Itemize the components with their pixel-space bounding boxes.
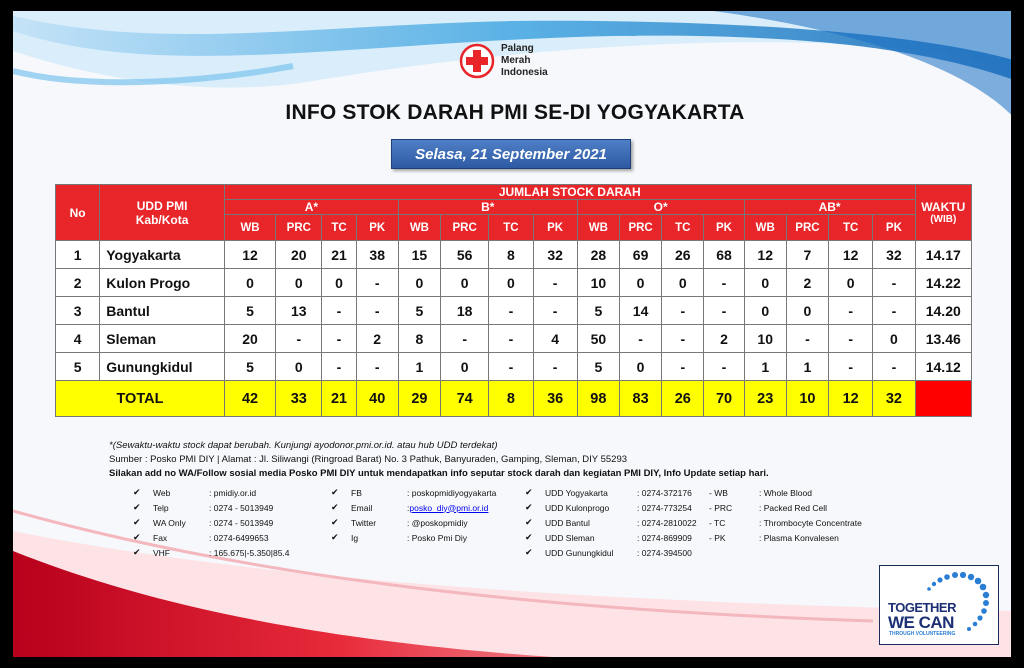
row-no: 4 [56, 325, 100, 353]
row-value: 4 [533, 325, 577, 353]
row-value: - [356, 297, 398, 325]
check-icon: ✔ [133, 517, 141, 527]
row-value: - [322, 325, 356, 353]
check-icon: ✔ [331, 487, 339, 497]
contact-line [709, 530, 862, 545]
contact-line [331, 485, 496, 500]
header-jumlah: JUMLAH STOCK DARAH [224, 185, 915, 200]
row-value: 69 [619, 241, 661, 269]
header-waktu [915, 185, 971, 241]
contact-label: VHF [153, 547, 170, 558]
row-value: - [489, 353, 533, 381]
contact-line [525, 530, 697, 545]
row-value: 7 [786, 241, 828, 269]
header-waktu-line-2: (WIB) [930, 214, 957, 225]
row-value: 12 [744, 241, 786, 269]
header-subcol-14: TC [829, 215, 873, 241]
row-value: 12 [224, 241, 275, 269]
contact-line [709, 500, 862, 515]
contact-line [331, 530, 496, 545]
contact-label: UDD Bantul [545, 517, 590, 528]
header-udd-line-2: Kab/Kota [135, 212, 189, 227]
date-badge: Selasa, 21 September 2021 [391, 139, 631, 169]
row-value: 0 [398, 269, 440, 297]
row-value: - [829, 297, 873, 325]
row-value: 0 [619, 353, 661, 381]
check-icon: ✔ [133, 487, 141, 497]
row-value: 0 [786, 297, 828, 325]
row-value: 38 [356, 241, 398, 269]
row-value: - [704, 269, 744, 297]
row-value: 15 [398, 241, 440, 269]
row-name: Gunungkidul [100, 353, 225, 381]
contact-label: FB [351, 487, 362, 498]
row-value: - [704, 297, 744, 325]
row-value: 0 [744, 297, 786, 325]
contact-line [331, 515, 496, 530]
row-value: 32 [873, 241, 915, 269]
header-subcol-9: PRC [619, 215, 661, 241]
table-row [56, 297, 972, 325]
row-value: 10 [744, 325, 786, 353]
header-group-0: A* [224, 200, 398, 215]
row-value: 68 [704, 241, 744, 269]
contact-value: : 165.675|-5.350|85.4 [209, 547, 290, 558]
row-value: 32 [533, 241, 577, 269]
header-subcol-0: WB [224, 215, 275, 241]
row-value: - [786, 325, 828, 353]
row-no: 1 [56, 241, 100, 269]
row-value: 0 [276, 269, 322, 297]
contact-label: - TC [709, 517, 726, 528]
row-value: 20 [224, 325, 275, 353]
header-subcol-7: PK [533, 215, 577, 241]
source-note: Sumber : Posko PMI DIY | Alamat : Jl. Siliwangi (Ringroad Barat) No. 3 Pathuk, Banyuraden, Gamping, Sleman, DIY 55293 [109, 454, 628, 465]
contact-value: : 0274-394500 [637, 547, 692, 558]
total-value: 10 [786, 381, 828, 417]
check-icon: ✔ [133, 547, 141, 557]
row-value: 0 [829, 269, 873, 297]
total-value: 23 [744, 381, 786, 417]
header-subcol-11: PK [704, 215, 744, 241]
badge-line-2: WE CAN [888, 613, 954, 632]
check-icon: ✔ [133, 532, 141, 542]
row-value: 0 [744, 269, 786, 297]
header-subcol-6: TC [489, 215, 533, 241]
contacts-column-4 [709, 485, 862, 545]
row-value: 0 [276, 353, 322, 381]
row-value: - [533, 269, 577, 297]
row-value: - [322, 297, 356, 325]
row-value: 2 [786, 269, 828, 297]
row-value: - [489, 325, 533, 353]
contact-label: Twitter [351, 517, 377, 528]
row-value: 5 [224, 353, 275, 381]
row-value: 0 [224, 269, 275, 297]
row-value: - [829, 325, 873, 353]
row-no: 3 [56, 297, 100, 325]
row-value: 0 [619, 269, 661, 297]
row-value: - [356, 269, 398, 297]
total-value: 70 [704, 381, 744, 417]
contact-value: : 0274-2810022 [637, 517, 697, 528]
table-row [56, 241, 972, 269]
table-row [56, 325, 972, 353]
row-value: 0 [489, 269, 533, 297]
contact-label: WA Only [153, 517, 186, 528]
contact-value: : Thrombocyte Concentrate [759, 517, 862, 528]
row-value: - [704, 353, 744, 381]
contact-value: : Plasma Konvalesen [759, 532, 839, 543]
row-value: 0 [441, 269, 489, 297]
row-value: 12 [829, 241, 873, 269]
row-time: 14.22 [915, 269, 971, 297]
table-row [56, 269, 972, 297]
header-subcol-13: PRC [786, 215, 828, 241]
contact-label: - PK [709, 532, 726, 543]
check-icon: ✔ [133, 502, 141, 512]
contact-label: - WB [709, 487, 728, 498]
row-value: - [873, 297, 915, 325]
contact-value: : 0274 - 5013949 [209, 502, 274, 513]
row-value: - [662, 297, 704, 325]
check-icon: ✔ [525, 517, 533, 527]
contact-value: : 0274-6499653 [209, 532, 269, 543]
contact-value: : pmidiy.or.id [209, 487, 257, 498]
check-icon: ✔ [525, 547, 533, 557]
row-value: - [619, 325, 661, 353]
row-value: 21 [322, 241, 356, 269]
total-value: 83 [619, 381, 661, 417]
logo-line-3: Indonesia [501, 67, 548, 78]
contact-value: : 0274-869909 [637, 532, 692, 543]
row-value: 1 [398, 353, 440, 381]
contact-value: : poskopmidiyogyakarta [407, 487, 497, 498]
contact-label: Telp [153, 502, 169, 513]
contact-line [709, 515, 862, 530]
row-value: 18 [441, 297, 489, 325]
row-name: Sleman [100, 325, 225, 353]
contact-label: UDD Sleman [545, 532, 595, 543]
row-value: 28 [577, 241, 619, 269]
row-value: - [533, 297, 577, 325]
row-value: 10 [577, 269, 619, 297]
total-value: 8 [489, 381, 533, 417]
row-value: 1 [744, 353, 786, 381]
contact-label: Ig [351, 532, 359, 543]
email-link[interactable]: posko_diy@pmi.or.id [409, 502, 489, 513]
row-time: 14.17 [915, 241, 971, 269]
contact-label: Web [153, 487, 171, 498]
row-value: 0 [873, 325, 915, 353]
contact-line [525, 545, 697, 560]
contact-line [133, 530, 290, 545]
total-time-empty [915, 381, 971, 417]
row-name: Kulon Progo [100, 269, 225, 297]
contacts-column-2 [331, 485, 496, 545]
row-value: 56 [441, 241, 489, 269]
contact-line [331, 500, 496, 515]
logo-line-1: Palang [501, 43, 534, 54]
check-icon: ✔ [331, 532, 339, 542]
row-value: 14 [619, 297, 661, 325]
follow-note: Silakan add no WA/Follow sosial media Posko PMI DIY untuk mendapatkan info seputar stock darah dan kegiatan PMI DIY, Info Update setiap hari. [109, 468, 769, 479]
total-value: 98 [577, 381, 619, 417]
row-no: 5 [56, 353, 100, 381]
disclaimer-note: *(Sewaktu-waktu stock dapat berubah. Kunjungi ayodonor.pmi.or.id. atau hub UDD terdekat) [109, 440, 498, 451]
header-subcol-5: PRC [441, 215, 489, 241]
check-icon: ✔ [331, 517, 339, 527]
header-group-1: B* [398, 200, 577, 215]
contacts-column-3 [525, 485, 697, 560]
total-value: 12 [829, 381, 873, 417]
contact-line [525, 515, 697, 530]
row-value: 5 [577, 297, 619, 325]
page-title: INFO STOK DARAH PMI SE-DI YOGYAKARTA [285, 101, 745, 124]
row-value: 26 [662, 241, 704, 269]
notes-section [109, 440, 989, 479]
header-subcol-8: WB [577, 215, 619, 241]
total-row [56, 381, 972, 417]
badge-line-1: TOGETHER [888, 600, 956, 615]
header-subcol-12: WB [744, 215, 786, 241]
row-value: - [441, 325, 489, 353]
row-value: 5 [398, 297, 440, 325]
check-icon: ✔ [331, 502, 339, 512]
total-value: 33 [276, 381, 322, 417]
check-icon: ✔ [525, 502, 533, 512]
row-value: 8 [489, 241, 533, 269]
contact-value: : Whole Blood [759, 487, 812, 498]
row-value: 50 [577, 325, 619, 353]
header-subcol-2: TC [322, 215, 356, 241]
header-waktu-line-1: WAKTU [921, 200, 966, 214]
badge-line-3: THROUGH VOLUNTEERING [889, 631, 956, 637]
total-value: 32 [873, 381, 915, 417]
row-value: 2 [356, 325, 398, 353]
row-value: 1 [786, 353, 828, 381]
row-value: - [322, 353, 356, 381]
total-value: 42 [224, 381, 275, 417]
logo-line-2: Merah [501, 55, 531, 66]
row-value: 2 [704, 325, 744, 353]
contact-value: : 0274 - 5013949 [209, 517, 274, 528]
contact-value: : 0274-773254 [637, 502, 692, 513]
total-value: 29 [398, 381, 440, 417]
header-subcol-1: PRC [276, 215, 322, 241]
row-value: - [489, 297, 533, 325]
total-value: 36 [533, 381, 577, 417]
row-value: 0 [322, 269, 356, 297]
contacts-column-1 [133, 485, 290, 560]
contact-line [133, 500, 290, 515]
header-udd [100, 185, 225, 241]
header-subcol-15: PK [873, 215, 915, 241]
row-value: 13 [276, 297, 322, 325]
row-time: 14.12 [915, 353, 971, 381]
row-value: - [829, 353, 873, 381]
row-value: 0 [662, 269, 704, 297]
total-value: 26 [662, 381, 704, 417]
header-group-3: AB* [744, 200, 915, 215]
row-value: - [873, 269, 915, 297]
table-row [56, 353, 972, 381]
contact-value: : @poskopmidiy [407, 517, 468, 528]
row-value: - [662, 353, 704, 381]
row-value: - [276, 325, 322, 353]
row-value: - [873, 353, 915, 381]
row-time: 14.20 [915, 297, 971, 325]
contact-label: UDD Kulonprogo [545, 502, 610, 513]
pmi-logo [459, 43, 548, 79]
total-label: TOTAL [56, 381, 225, 417]
contact-label: UDD Yogyakarta [545, 487, 608, 498]
total-value: 40 [356, 381, 398, 417]
contact-value: : 0274-372176 [637, 487, 692, 498]
header-no: No [56, 185, 100, 241]
row-value: - [662, 325, 704, 353]
contact-label: Fax [153, 532, 168, 543]
blood-stock-table [55, 184, 972, 417]
together-we-can-badge [879, 565, 999, 645]
total-value: 21 [322, 381, 356, 417]
contact-label: UDD Gunungkidul [545, 547, 614, 558]
row-value: 0 [441, 353, 489, 381]
header-subcol-10: TC [662, 215, 704, 241]
contact-label: - PRC [709, 502, 733, 513]
row-value: 20 [276, 241, 322, 269]
contact-line [133, 545, 290, 560]
row-name: Bantul [100, 297, 225, 325]
row-value: 8 [398, 325, 440, 353]
header-subcol-3: PK [356, 215, 398, 241]
header-udd-line-1: UDD PMI [136, 198, 188, 213]
row-no: 2 [56, 269, 100, 297]
contact-value: : Posko Pmi Diy [407, 532, 467, 543]
contact-value: : Packed Red Cell [759, 502, 828, 513]
contact-label: Email [351, 502, 373, 513]
contact-line [525, 485, 697, 500]
red-cross-icon [459, 43, 495, 79]
row-value: 5 [577, 353, 619, 381]
row-value: - [356, 353, 398, 381]
row-name: Yogyakarta [100, 241, 225, 269]
contact-line [525, 500, 697, 515]
row-time: 13.46 [915, 325, 971, 353]
contact-line [133, 485, 290, 500]
contact-value: : [407, 502, 410, 513]
total-value: 74 [441, 381, 489, 417]
contact-line [133, 515, 290, 530]
check-icon: ✔ [525, 532, 533, 542]
row-value: 5 [224, 297, 275, 325]
poster-frame [10, 8, 1014, 660]
row-value: - [533, 353, 577, 381]
check-icon: ✔ [525, 487, 533, 497]
header-subcol-4: WB [398, 215, 440, 241]
contact-line [709, 485, 862, 500]
header-group-2: O* [577, 200, 744, 215]
